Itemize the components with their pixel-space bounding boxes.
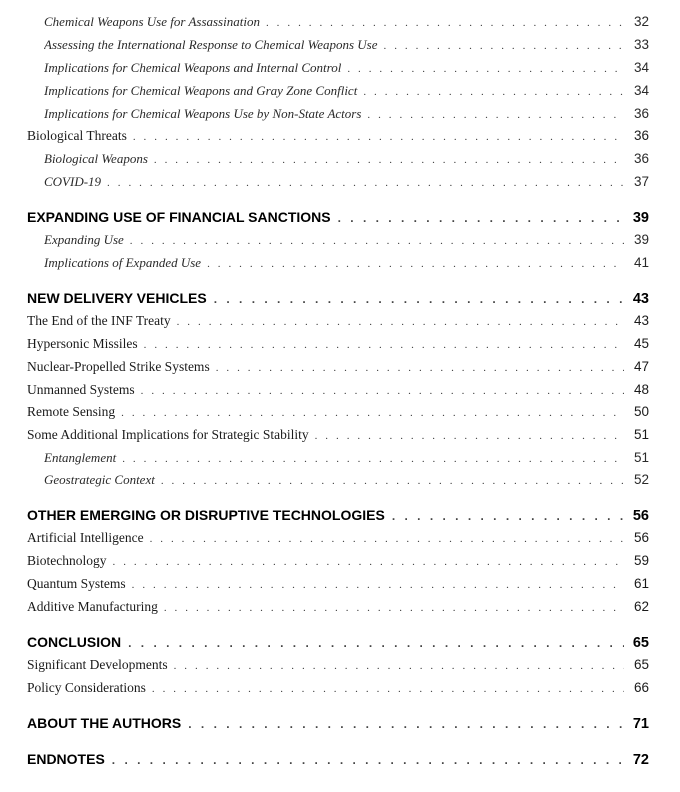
toc-entry[interactable] bbox=[27, 128, 649, 144]
toc-entry[interactable] bbox=[44, 37, 649, 53]
toc-entry-page-number[interactable]: 50 bbox=[633, 404, 649, 419]
toc-entry-title[interactable]: Biological Weapons bbox=[44, 151, 148, 166]
toc-entry[interactable] bbox=[27, 576, 649, 592]
toc-entry-page-number[interactable]: 51 bbox=[633, 450, 649, 465]
toc-entry-page-number[interactable]: 36 bbox=[633, 128, 649, 143]
dot-leader bbox=[188, 717, 624, 731]
toc-entry-title[interactable]: Remote Sensing bbox=[27, 404, 116, 419]
toc-entry-page-number[interactable]: 61 bbox=[633, 576, 649, 591]
dot-leader bbox=[174, 660, 624, 672]
toc-entry-title[interactable]: Nuclear-Propelled Strike Systems bbox=[27, 359, 210, 374]
dot-leader bbox=[392, 509, 624, 523]
toc-entry-title[interactable]: ENDNOTES bbox=[27, 751, 105, 767]
toc-entry[interactable] bbox=[27, 209, 649, 226]
dot-leader bbox=[266, 17, 624, 29]
toc-entry-page-number[interactable]: 33 bbox=[633, 37, 649, 52]
toc-entry-page-number[interactable]: 34 bbox=[633, 60, 649, 75]
toc-entry-page-number[interactable]: 51 bbox=[633, 427, 649, 442]
dot-leader bbox=[107, 177, 624, 189]
toc-entry-title[interactable]: Artificial Intelligence bbox=[27, 530, 144, 545]
toc-entry-page-number[interactable]: 43 bbox=[633, 313, 649, 328]
toc-entry-page-number[interactable]: 41 bbox=[633, 255, 649, 270]
toc-entry[interactable] bbox=[27, 427, 649, 443]
toc-entry-page-number[interactable]: 65 bbox=[632, 635, 649, 651]
toc-entry-title[interactable]: Biological Threats bbox=[27, 128, 127, 143]
toc-entry-title[interactable]: CONCLUSION bbox=[27, 634, 122, 650]
toc-entry-title[interactable]: ABOUT THE AUTHORS bbox=[27, 715, 182, 731]
dot-leader bbox=[112, 753, 624, 767]
toc-entry[interactable] bbox=[27, 382, 649, 398]
dot-leader bbox=[164, 602, 624, 614]
toc-entry-title[interactable]: Biotechnology bbox=[27, 553, 107, 568]
toc-entry[interactable] bbox=[44, 60, 649, 76]
toc-entry[interactable] bbox=[27, 634, 649, 651]
toc-entry[interactable] bbox=[44, 151, 649, 167]
dot-leader bbox=[315, 430, 624, 442]
dot-leader bbox=[122, 453, 624, 465]
dot-leader bbox=[150, 533, 624, 545]
dot-leader bbox=[154, 154, 624, 166]
toc-entry[interactable] bbox=[27, 290, 649, 307]
toc-entry-title[interactable]: Chemical Weapons Use for Assassination bbox=[44, 14, 260, 29]
toc-entry-page-number[interactable]: 59 bbox=[633, 553, 649, 568]
toc-entry[interactable] bbox=[27, 599, 649, 615]
toc-entry[interactable] bbox=[27, 336, 649, 352]
toc-entry-title[interactable]: The End of the INF Treaty bbox=[27, 313, 171, 328]
toc-entry-title[interactable]: Quantum Systems bbox=[27, 576, 126, 591]
toc-entry-page-number[interactable]: 52 bbox=[633, 472, 649, 487]
dot-leader bbox=[133, 131, 624, 143]
dot-leader bbox=[216, 362, 624, 374]
toc-entry-title[interactable]: EXPANDING USE OF FINANCIAL SANCTIONS bbox=[27, 209, 331, 225]
dot-leader bbox=[132, 579, 624, 591]
toc-entry-page-number[interactable]: 34 bbox=[633, 83, 649, 98]
dot-leader bbox=[214, 292, 624, 306]
toc-entry-title[interactable]: Implications for Chemical Weapons and Internal Control bbox=[44, 60, 342, 75]
toc-entry[interactable] bbox=[27, 751, 649, 768]
dot-leader bbox=[363, 86, 624, 98]
toc-entry-title[interactable]: Unmanned Systems bbox=[27, 382, 135, 397]
toc-entry[interactable] bbox=[27, 530, 649, 546]
toc-entry-page-number[interactable]: 66 bbox=[633, 680, 649, 695]
toc-entry-page-number[interactable]: 36 bbox=[633, 151, 649, 166]
toc-entry[interactable] bbox=[27, 507, 649, 524]
toc-entry-page-number[interactable]: 37 bbox=[633, 174, 649, 189]
dot-leader bbox=[347, 63, 624, 75]
dot-leader bbox=[161, 475, 624, 487]
dot-leader bbox=[113, 556, 625, 568]
toc-entry[interactable] bbox=[44, 232, 649, 248]
toc-entry-title[interactable]: Significant Developments bbox=[27, 657, 168, 672]
toc-entry-title[interactable]: Assessing the International Response to Chemical Weapons Use bbox=[44, 37, 378, 52]
toc-entry-page-number[interactable]: 65 bbox=[633, 657, 649, 672]
toc-entry-title[interactable]: Some Additional Implications for Strategic Stability bbox=[27, 427, 309, 442]
toc-entry-title[interactable]: Policy Considerations bbox=[27, 680, 146, 695]
toc-entry[interactable] bbox=[27, 680, 649, 696]
toc-entry[interactable] bbox=[44, 83, 649, 99]
toc-entry-page-number[interactable]: 39 bbox=[632, 210, 649, 226]
toc-entry-title[interactable]: Implications for Chemical Weapons Use by Non-State Actors bbox=[44, 106, 362, 121]
toc-entry-title[interactable]: NEW DELIVERY VEHICLES bbox=[27, 290, 207, 306]
toc-entry-page-number[interactable]: 72 bbox=[632, 752, 649, 768]
dot-leader bbox=[152, 683, 624, 695]
dot-leader bbox=[367, 109, 624, 121]
toc-entry-title[interactable]: Expanding Use bbox=[44, 232, 124, 247]
toc-entry[interactable] bbox=[44, 174, 649, 190]
toc-entry-page-number[interactable]: 45 bbox=[633, 336, 649, 351]
dot-leader bbox=[128, 636, 624, 650]
toc-entry-page-number[interactable]: 56 bbox=[632, 508, 649, 524]
toc-entry[interactable] bbox=[44, 255, 649, 271]
toc-entry-title[interactable]: Implications of Expanded Use bbox=[44, 255, 202, 270]
dot-leader bbox=[207, 258, 624, 270]
toc-entry[interactable] bbox=[27, 553, 649, 569]
toc-entry[interactable] bbox=[27, 404, 649, 420]
dot-leader bbox=[144, 339, 624, 351]
toc-entry-page-number[interactable]: 32 bbox=[633, 14, 649, 29]
toc-entry-title[interactable]: OTHER EMERGING OR DISRUPTIVE TECHNOLOGIES bbox=[27, 507, 385, 523]
toc-entry[interactable] bbox=[44, 14, 649, 30]
dot-leader bbox=[177, 316, 624, 328]
toc-entry[interactable] bbox=[27, 657, 649, 673]
toc-entry[interactable] bbox=[44, 450, 649, 466]
toc-entry[interactable] bbox=[27, 715, 649, 732]
toc-entry-page-number[interactable]: 43 bbox=[632, 291, 649, 307]
toc-entry[interactable] bbox=[44, 472, 649, 488]
toc-entry-title[interactable]: COVID-19 bbox=[44, 174, 102, 189]
dot-leader bbox=[338, 211, 624, 225]
toc-entry-page-number[interactable]: 62 bbox=[633, 599, 649, 614]
toc-entry-page-number[interactable]: 71 bbox=[632, 716, 649, 732]
toc-entry-page-number[interactable]: 47 bbox=[633, 359, 649, 374]
toc-entry-page-number[interactable]: 36 bbox=[633, 106, 649, 121]
toc-entry-title[interactable]: Entanglement bbox=[44, 450, 117, 465]
toc-entry-page-number[interactable]: 48 bbox=[633, 382, 649, 397]
dot-leader bbox=[141, 385, 624, 397]
toc-entry-title[interactable]: Geostrategic Context bbox=[44, 472, 155, 487]
toc-entry-title[interactable]: Additive Manufacturing bbox=[27, 599, 158, 614]
toc-entry[interactable] bbox=[27, 359, 649, 375]
toc-entry-page-number[interactable]: 56 bbox=[633, 530, 649, 545]
dot-leader bbox=[130, 235, 624, 247]
toc-entry-title[interactable]: Hypersonic Missiles bbox=[27, 336, 138, 351]
toc-entry-title[interactable]: Implications for Chemical Weapons and Gray Zone Conflict bbox=[44, 83, 358, 98]
toc-entry[interactable] bbox=[27, 313, 649, 329]
toc-entry[interactable] bbox=[44, 106, 649, 122]
dot-leader bbox=[121, 407, 624, 419]
dot-leader bbox=[384, 40, 624, 52]
toc-entry-page-number[interactable]: 39 bbox=[633, 232, 649, 247]
